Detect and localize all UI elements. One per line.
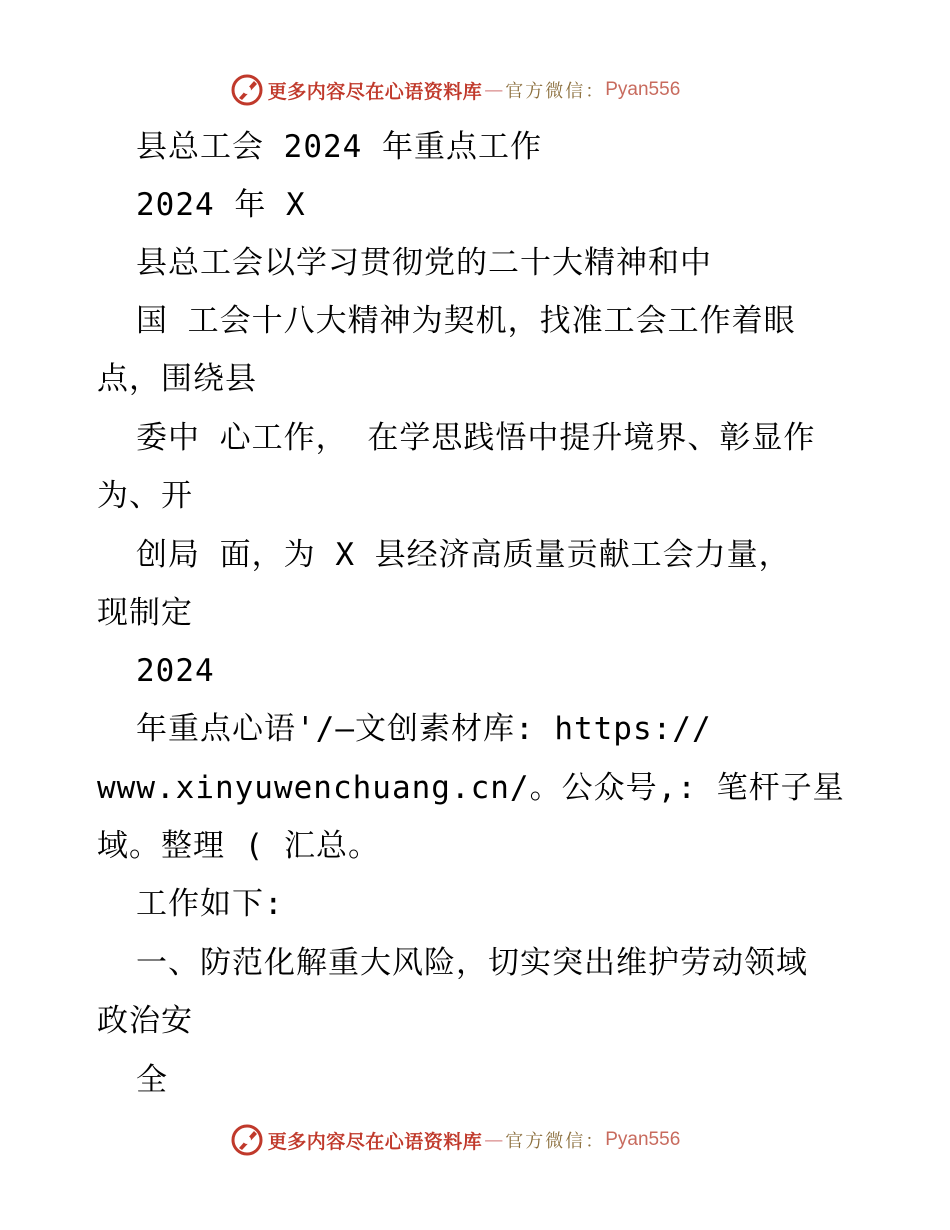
- doc-line: 政治安: [97, 1003, 193, 1039]
- footer-banner: [0, 1120, 950, 1160]
- quill-logo-icon: [230, 1123, 264, 1157]
- banner-dash: —: [484, 79, 504, 101]
- doc-line: 创局 面，为 X 县经济高质量贡献工会力量，: [136, 537, 791, 573]
- header-banner: [0, 70, 950, 110]
- banner-wechat-id: Pyan556: [605, 1129, 681, 1150]
- doc-line: www.xinyuwenchuang.cn/。公众号,: 笔杆子星: [97, 770, 845, 806]
- doc-line: 为、开: [97, 478, 193, 514]
- doc-line: 委中 心工作， 在学思践悟中提升境界、彰显作: [136, 420, 816, 456]
- quill-logo-icon: [230, 73, 264, 107]
- doc-line: 国 工会十八大精神为契机，找准工会工作着眼: [136, 303, 796, 339]
- doc-line: 2024 年 X: [136, 187, 306, 223]
- doc-title: 县总工会 2024 年重点工作: [136, 129, 542, 165]
- banner-official-label: 官方微信：: [505, 81, 606, 102]
- doc-line: 县总工会以学习贯彻党的二十大精神和中: [136, 245, 712, 281]
- doc-line: 现制定: [97, 595, 193, 631]
- banner-dash: —: [484, 1129, 504, 1151]
- banner-wechat-id: Pyan556: [605, 79, 681, 100]
- banner-brand-text: 更多内容尽在心语资料库: [267, 80, 483, 103]
- doc-line: 全: [136, 1062, 168, 1098]
- doc-line: 点，围绕县: [97, 361, 257, 397]
- banner-brand-text: 更多内容尽在心语资料库: [267, 1130, 483, 1153]
- doc-line: 年重点心语'/—文创素材库: https://: [136, 711, 712, 747]
- doc-line: 一、防范化解重大风险，切实突出维护劳动领域: [136, 945, 808, 981]
- banner-official-label: 官方微信：: [505, 1131, 606, 1152]
- doc-line: 域。整理 ( 汇总。: [97, 828, 380, 864]
- doc-line: 2024: [136, 653, 215, 689]
- doc-line: 工作如下:: [136, 886, 284, 922]
